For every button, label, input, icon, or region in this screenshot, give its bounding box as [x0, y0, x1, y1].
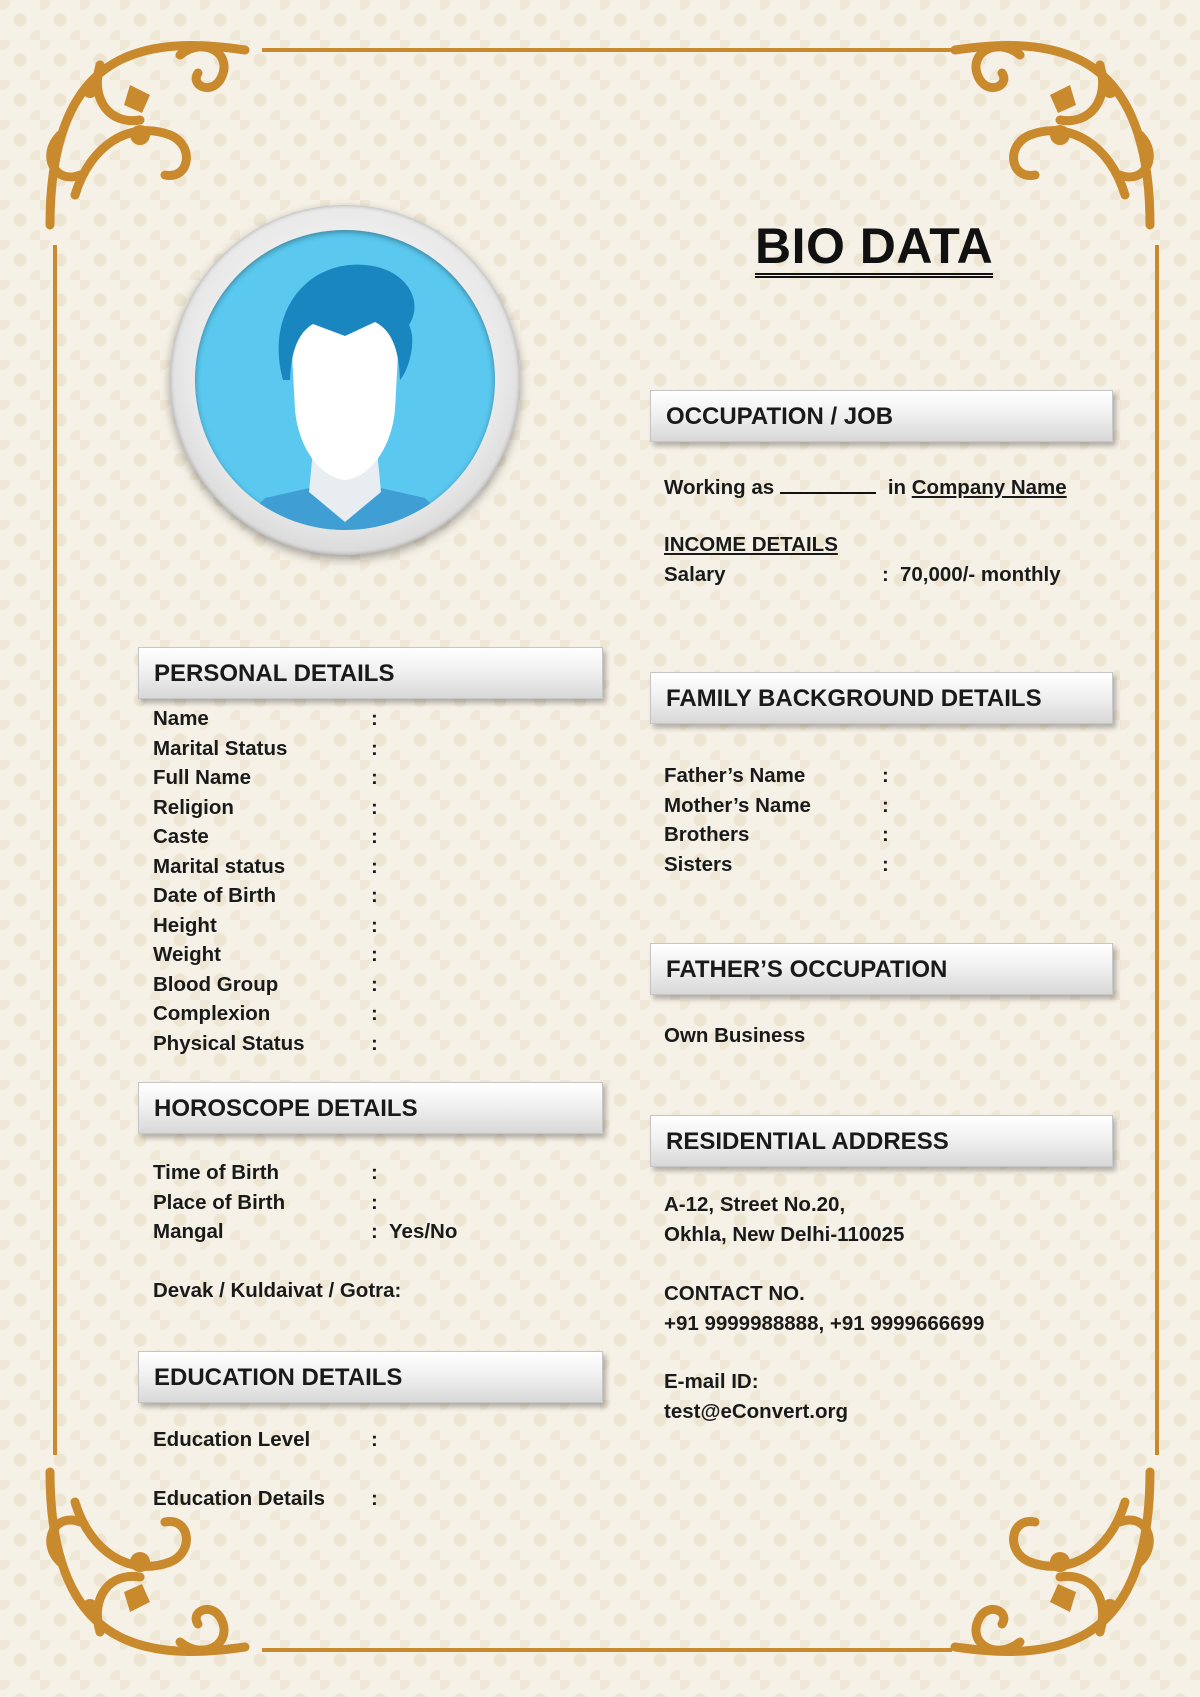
email-value: test@eConvert.org	[664, 1399, 849, 1423]
horoscope-row: Mangal : Yes/No	[153, 1220, 458, 1243]
salary-value: 70,000/- monthly	[900, 563, 1061, 586]
personal-row: Physical Status :	[153, 1031, 378, 1055]
fathers-occupation-header: FATHER’S OCCUPATION	[650, 943, 1113, 995]
horoscope-row: Place of Birth :	[153, 1190, 378, 1214]
corner-ornament-bottom-right	[950, 1452, 1170, 1672]
fathers-occupation-value: Own Business	[664, 1024, 806, 1047]
personal-row: Religion :	[153, 795, 378, 819]
family-row: Father’s Name :	[664, 764, 889, 787]
contact-label: CONTACT NO.	[664, 1282, 805, 1305]
horoscope-row: Time of Birth :	[153, 1161, 378, 1184]
frame-right-line	[1155, 245, 1159, 1455]
salary-colon: :	[882, 563, 889, 586]
personal-row: Date of Birth :	[153, 884, 378, 907]
personal-row: Marital status :	[153, 854, 378, 878]
residential-address-header: RESIDENTIAL ADDRESS	[650, 1115, 1113, 1167]
email-label: E-mail ID:	[664, 1370, 759, 1393]
education-details-header: EDUCATION DETAILS	[138, 1351, 603, 1403]
salary-label: Salary	[664, 563, 726, 586]
family-row: Mother’s Name :	[664, 793, 889, 817]
personal-row: Marital Status :	[153, 736, 378, 760]
family-row: Sisters :	[664, 852, 889, 876]
person-silhouette-icon	[195, 230, 495, 530]
in-label: in	[887, 476, 907, 499]
occupation-header: OCCUPATION / JOB	[650, 390, 1113, 442]
education-row: Education Details :	[153, 1487, 378, 1510]
address-line-2: Okhla, New Delhi-110025	[664, 1222, 905, 1246]
frame-top-line	[262, 48, 952, 52]
corner-ornament-top-left	[30, 25, 250, 245]
salary-row	[664, 563, 1124, 592]
frame-bottom-line	[262, 1648, 952, 1652]
personal-row: Weight :	[153, 943, 378, 966]
family-row: Brothers :	[664, 823, 889, 846]
corner-ornament-bottom-left	[30, 1452, 250, 1672]
income-details-heading: INCOME DETAILS	[664, 533, 838, 556]
profile-photo-frame	[170, 205, 520, 555]
gotra-label: Devak / Kuldaivat / Gotra:	[153, 1279, 402, 1302]
personal-row: Blood Group :	[153, 972, 378, 996]
company-name: Company Name	[911, 476, 1067, 499]
avatar	[195, 230, 495, 530]
address-line-1: A-12, Street No.20,	[664, 1193, 846, 1216]
contact-value: +91 9999988888, +91 9999666699	[664, 1311, 985, 1335]
personal-row: Height :	[153, 913, 378, 937]
working-as-label: Working as	[664, 476, 775, 499]
education-row: Education Level :	[153, 1428, 378, 1451]
corner-ornament-top-right	[950, 25, 1170, 245]
occupation-working-line	[664, 474, 1067, 500]
page-title: BIO DATA	[755, 220, 993, 278]
horoscope-details-header: HOROSCOPE DETAILS	[138, 1082, 603, 1134]
working-as-blank	[780, 474, 876, 494]
personal-row: Complexion :	[153, 1002, 378, 1025]
frame-left-line	[53, 245, 57, 1455]
family-background-header: FAMILY BACKGROUND DETAILS	[650, 672, 1113, 724]
personal-row: Full Name :	[153, 766, 378, 789]
personal-row: Caste :	[153, 825, 378, 848]
personal-details-header: PERSONAL DETAILS	[138, 647, 603, 699]
personal-row: Name :	[153, 707, 378, 730]
